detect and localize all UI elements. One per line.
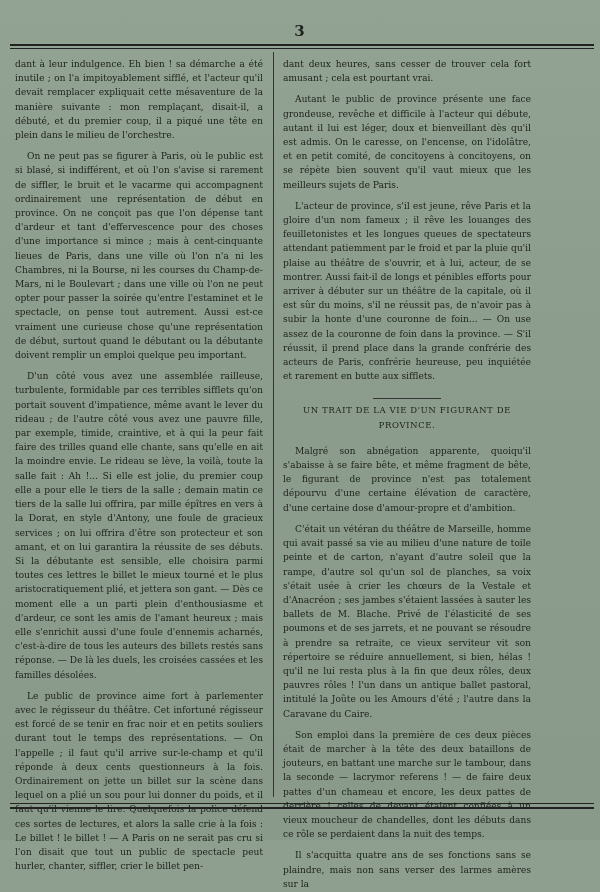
right-column: [283, 58, 531, 890]
footer-rule: [10, 807, 594, 809]
section-title: UN TRAIT DE LA VIE D'UN FIGURANT DE PROVINCE.: [283, 398, 531, 432]
column-divider: [273, 52, 274, 797]
footer-rule-thin: [10, 803, 594, 804]
paragraph: dant deux heures, sans cesser de trouver cela fort amusant ; cela est pourtant vrai.: [283, 60, 531, 85]
paragraph: Son emploi dans la première de ces deux pièces était de marcher à la tête des deux bataillons de jouteurs, en battant une marche sur le tambour, dans la seconde — lacrymor referens ! — de faire deux pattes d'un chameau et encore, les deux pattes de derrière ! celles de devant étaient confiées à un vieux moucheur de chandelles, dont les débuts dans ce rôle se perdaient dans la nuit des temps.: [283, 730, 531, 841]
paragraph: Autant le public de province présente une face grondeuse, revêche et difficile à l'acteur qui débute, autant il lui est léger, doux et bienveillant dès qu'il est admis. On le caresse, on l'encense, on l'idolâtre, et en petit comité, de concitoyens à concitoyens, on se répète bien souvent qu'il vaut mieux que les meilleurs sujets de Paris.: [283, 95, 531, 191]
header-rule-thin: [10, 48, 594, 49]
page-number: 3: [294, 22, 306, 40]
paragraph: Il s'acquitta quatre ans de ses fonctions sans se plaindre, mais non sans verser des larmes amères sur la: [283, 851, 531, 890]
paragraph: L'acteur de province, s'il est jeune, rêve Paris et la gloire d'un nom fameux ; il rêve les louanges des feuilletonistes et les longues queues de spectateurs attendant patiemment par le froid et par la pluie qu'il plaise au théâtre de s'ouvrir, et à lui, acteur, de se montrer. Aussi fait-il de longs et pénibles efforts pour arriver à débuter sur un théâtre de la capitale, où il est sûr du moins, s'il ne réussit pas, de n'avoir pas à subir la honte d'une couronne de foin... — On use assez de la couronne de foin dans la province. — S'il réussit, il prend place dans la grande confrérie des acteurs de Paris, confrérie heureuse, peu inquiétée et rarement en butte aux sifflets.: [283, 201, 531, 383]
left-column: [15, 58, 263, 873]
paragraph: dant à leur indulgence. Eh bien ! sa démarche a été inutile ; on l'a impitoyablement sifflé, et l'acteur qu'il devait remplacer expliquait cette mésaventure de la manière suivante : mon remplaçant, disait-il, a débuté, et du premier coup, il a piqué une tête en plein dans le milieu de l'orchestre.: [15, 60, 263, 142]
paragraph: C'était un vétéran du théâtre de Marseille, homme qui avait passé sa vie au milieu d'une nature de toile peinte et de carton, n'ayant d'autre soleil que la rampe, d'autre sol qu'un sol de planches, sa voix s'était usée à crier les chœurs de la Vestale et d'Anacréon ; ses jambes s'étaient lassées à sauter les ballets de M. Blache. Privé de l'élasticité de ses poumons et de ses jarrets, et ne pouvant se résoudre à prendre sa retraite, ce vieux serviteur vit son répertoire se réduire annuellement, si bien, hélas ! qu'il ne lui resta plus à la fin que deux rôles, deux pauvres rôles ! l'un dans un antique ballet pastoral, intitulé la Joûte ou les Amours d'été ; l'autre dans la Caravane du Caire.: [283, 524, 531, 720]
header-rule: [10, 44, 594, 46]
paragraph: On ne peut pas se figurer à Paris, où le public est si blasé, si indifférent, et où l'on s'avise si rarement de siffler, le bruit et le vacarme qui accompagnent ordinairement une représentation de début en province. On ne conçoit pas que l'on dépense tant d'ardeur et tant d'effervescence pour des choses d'une importance si mince ; mais à cent-cinquante lieues de Paris, dans une ville où l'on n'a ni les Chambres, ni la Bourse, ni les courses du Champ-de-Mars, ni le Boulevart ; dans une ville où l'on ne peut opter pour passer la soirée qu'entre l'estaminet et le spectacle, on pense tout autrement. Aussi est-ce vraiment une curieuse chose qu'une représentation de début, surtout quand le débutant ou la débutante doivent remplir un emploi quelque peu important.: [15, 152, 263, 362]
paragraph: Malgré son abnégation apparente, quoiqu'il s'abaisse à se faire bête, et même fragment de bête, le figurant de province n'est pas totalement dépourvu d'une certaine élévation de caractère, d'une certaine dose d'amour-propre et d'ambition.: [283, 446, 531, 514]
paragraph: D'un côté vous avez une assemblée railleuse, turbulente, formidable par ces terribles sifflets qu'on portait souvent d'impatience, même avant le lever du rideau ; de l'autre côté vous avez une pauvre fille, par exemple, timide, craintive, et à qui la peur fait faire des trilles quand elle chante, sans qu'elle en ait la moindre envie. Le rideau se lève, la voilà, toute la salle fait : Ah !... Si elle est jolie, du premier coup elle a pour elle le tiers de la salle ; demain matin ce tiers de la salle lui offrira, par mille épîtres en vers à la Dorat, en style d'Antony, une foule de gracieux services ; on lui offrira d'être son protecteur et son amant, et on lui garantira la réussite de ses débuts. Si la débutante est sensible, elle choisira parmi toutes ces lettres le billet le mieux tourné et le plus aristocratiquement plié, et jettera son gant. — Dès ce moment elle a un parti plein d'enthousiasme et d'ardeur, ce sont les amis de l'amant heureux ; mais elle s'enrichit aussi d'une foule d'ennemis acharnés, c'est-à-dire de tous les auteurs des billets restés sans réponse. — De là les duels, les croisées cassées et les familles désolées.: [15, 372, 263, 681]
paragraph: Le public de province aime fort à parlementer avec le régisseur du théâtre. Cet infortuné régisseur est forcé de se tenir en frac noir et en petits souliers durant tout le temps des représentations. — On l'appelle ; il faut qu'il arrive sur-le-champ et qu'il réponde à deux cents questionneurs à la fois. Ordinairement on jette un billet sur la scène dans lequel on a plié un sou pour lui donner du poids, et il faut qu'il vienne le lire. Quelquefois la police défend ces sortes de lectures, et alors la salle crie à la fois : Le billet ! le billet ! — A Paris on ne serait pas cru si l'on disait que tout un public de spectacle peut hurler, chanter, siffler, crier le billet pen-: [15, 691, 263, 873]
